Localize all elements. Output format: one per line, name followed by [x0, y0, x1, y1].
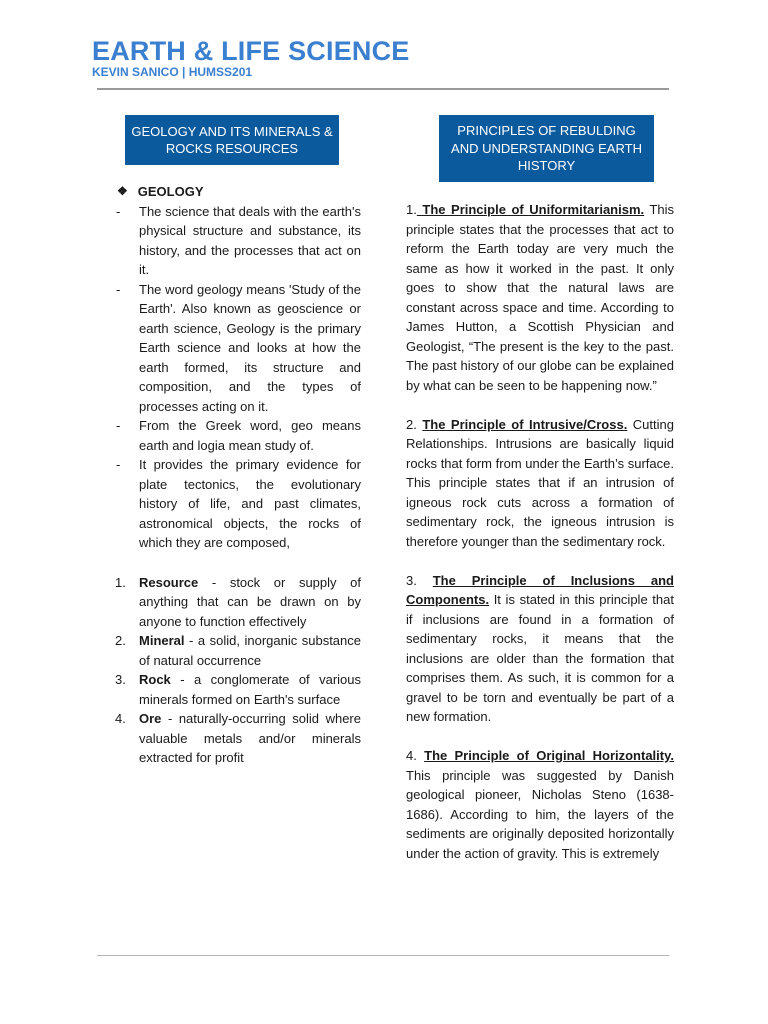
right-section-header-label: PRINCIPLES OF REBULDING AND UNDERSTANDING EARTH HISTORY [451, 123, 642, 174]
principle-title: The Principle of Inclusions and Components. [406, 572, 674, 607]
principle-title: The Principle of Original Horizontality. [424, 748, 674, 763]
term-label: Rock [139, 672, 171, 687]
geology-bullet-list [113, 202, 361, 553]
term-label: Mineral [139, 633, 185, 648]
list-item: - The word geology means 'Study of the Earth'. Also known as geoscience or earth science, Geology is the primary Earth science and looks at how the earth formed, its structure and composition, and the types of processes acting on it. [116, 281, 361, 414]
list-item: 4. Ore - naturally-occurring solid where valuable metals and/or minerals extracted for profit [115, 711, 361, 765]
list-item: 1. Resource - stock or supply of anything that can be drawn on by anyone to function effectively [115, 574, 361, 629]
document-title: EARTH & LIFE SCIENCE [92, 36, 410, 66]
term-label: Resource [139, 574, 199, 590]
list-item: 3. Rock - a conglomerate of various minerals formed on Earth's surface [115, 672, 361, 707]
diamond-bullet-icon: ❖ [117, 184, 128, 198]
list-item: - It provides the primary evidence for plate tectonics, the evolutionary history of life, and past climates, astronomical objects, the rocks of which they are composed, [116, 457, 361, 550]
term-label: Ore [139, 711, 162, 726]
principle-paragraph: 1. The Principle of Uniformitarianism. This principle states that the processes that act to reform the Earth today are very much the same as how it worked in the past. It only goes to show that the natural laws are constant across space and time. According to James Hutton, a Scottish Physician and Geologist, “The present is the key to the past. The past history of our globe can be explained by what can be seen to be happening now.” [406, 202, 675, 393]
geology-heading [117, 182, 361, 202]
principle-paragraph: 3. The Principle of Inclusions and Components. It is stated in this principle that if inclusions are found in a formation of sedimentary rocks, it means that the inclusions are older than the formation that comprises them. As such, it is common for a gravel to be torn and eventually be part of a new formation. [406, 572, 674, 724]
geology-heading-label: GEOLOGY [137, 184, 204, 199]
principle-title: The Principle of Intrusive/Cross. [422, 416, 628, 432]
list-item: - The science that deals with the earth's physical structure and substance, its history, and the processes that act on it. [116, 203, 361, 277]
right-column [406, 200, 674, 883]
left-section-header [125, 115, 339, 165]
header-divider [97, 88, 669, 90]
list-item: - From the Greek word, geo means earth and logia mean study of. [116, 418, 361, 453]
author-line: KEVIN SANICO | HUMSS201 [92, 65, 253, 79]
principle-paragraph: 4. The Principle of Original Horizontality. This principle was suggested by Danish geological pioneer, Nicholas Steno (1638-1686). According to him, the layers of the sediments are originally deposited horizontally under the action of gravity. This is extremely [406, 748, 674, 861]
left-column [113, 182, 361, 768]
principle-title: The Principle of Uniformitarianism. [416, 202, 645, 217]
left-section-header-label: GEOLOGY AND ITS MINERALS & ROCKS RESOURCES [131, 123, 333, 156]
right-section-header [439, 115, 654, 182]
footer-divider [97, 955, 669, 956]
principle-paragraph: 2. The Principle of Intrusive/Cross. Cutting Relationships. Intrusions are basically liquid rocks that form from under the Earth’s surface. This principle states that if an intrusion of igneous rock cuts across a formation of sedimentary rock, the igneous intrusion is therefore younger than the sedimentary rock. [406, 416, 674, 549]
list-item: 2. Mineral - a solid, inorganic substance of natural occurrence [115, 633, 361, 668]
terms-list [113, 573, 361, 768]
